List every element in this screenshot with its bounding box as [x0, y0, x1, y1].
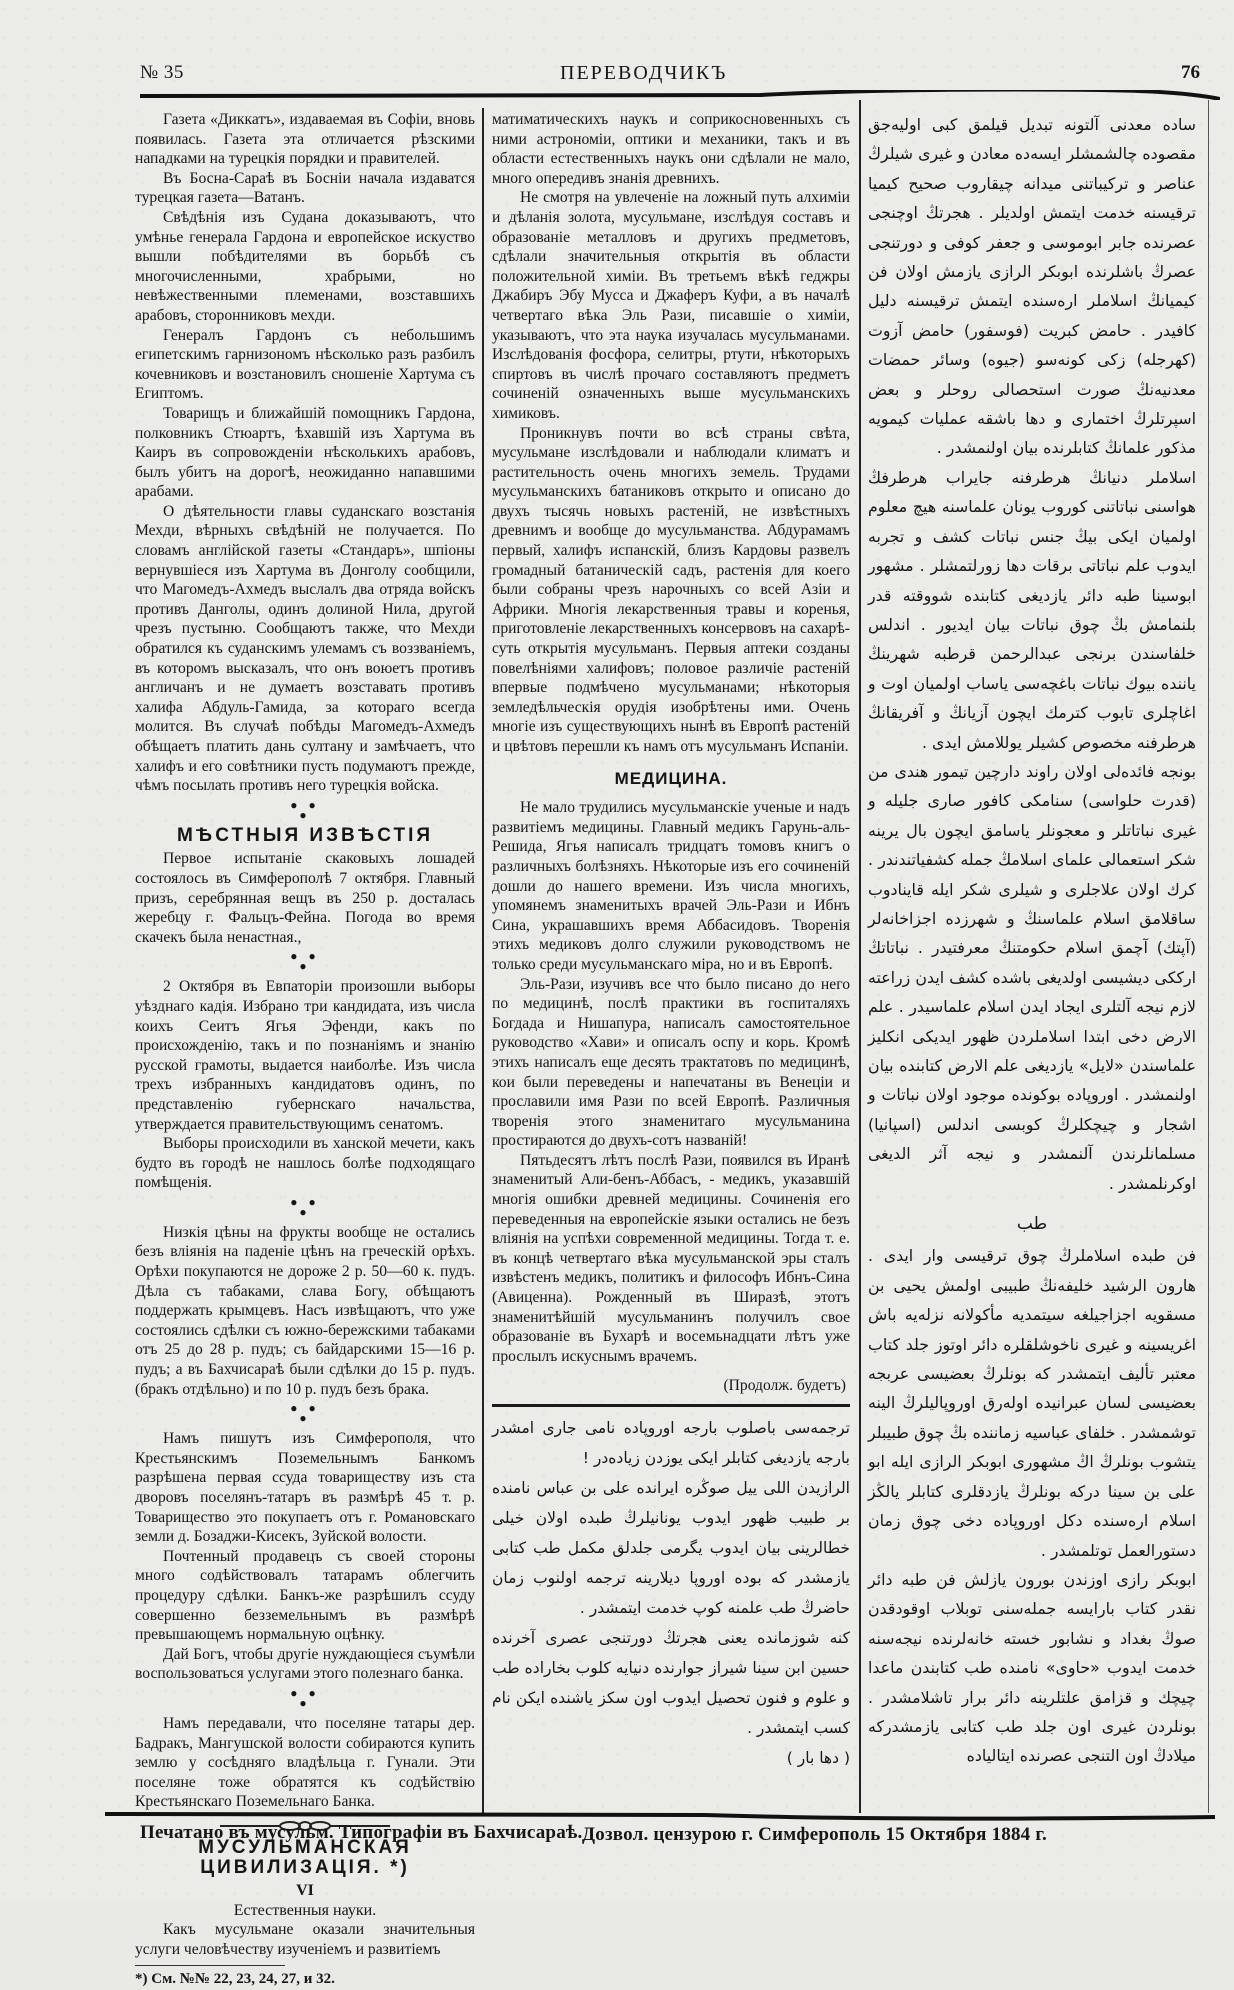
section-title-medicine: МЕДИЦИНА. [614, 768, 728, 788]
local-news-paragraph: 2 Октября въ Евпаторіи произошли выборы уѣзднаго кадія. Избрано три кандидата, изъ числа коихъ Сеитъ Ягья Эфенди, какъ по происхожденію, такъ и по познаніямъ и знанію русской грамоты, выдается наиболѣе. Изъ числа трехъ избранныхъ кандидатовъ одинъ, по представленію губернскаго начальства, утверждается правительствующимъ сенатомъ. [135, 978, 475, 1133]
local-news-paragraph: Первое испытаніе скаковыхъ лошадей состоялось въ Симферополѣ 7 октября. Главный призъ, серебрянная вещъ въ 250 р. досталась жеребцу г. Фальцъ-Фейна. Погода во время скачекъ была ненастная., [135, 850, 475, 946]
ottoman-paragraph: ساده معدنی آلتونه تبدیل قیلمق کبی اولیه‌جق مقصوده چالشمشلر ایسه‌ده معادن و غیری شیلرڭ عناصر و ترکیباتنی میدانه چیقاروب صحیح کیمیا ترقیسنه خدمت ایتمش اولدیلر . هجرتڭ اوچنجی عصرنده جابر ابوموسی و جعفر کوفی و دورتنجی عصرڭ باشلرنده ابوبکر الرازی یازمش اولان فن کیمیانڭ اسلاملر ارەسنده ایتمش ترقیسنه دلیل کافیدر . حامض کبریت (فوسفور) حامض آزوت (کهرجله) زکی کونه‌سو (جیوه) وسائر حمضات معدنیه‌نڭ صورت استحصالی روحلر و بعض اسپرتلرڭ اختماری و دها باشقه عملیات کیمویه مذکور علمانڭ کتابلرنده بیان اولنمشدر . [868, 115, 1196, 458]
masthead [140, 62, 1200, 92]
footnote-rule [135, 1965, 285, 1966]
section-title-local-news: МѢСТНЫЯ ИЗВѢСТІЯ [176, 824, 434, 846]
ottoman-paragraph: ترجمه‌سی باصلوب بارجه اوروپاده نامی جاری امشدر بارجه یازدیغی کتابلر ایکی یوزدن زیاده‌در ! [492, 1419, 850, 1467]
issue-number: № 35 [140, 62, 184, 83]
asterism-separator: ● ● ● [290, 797, 320, 822]
ottoman-continued-note: ( دها بار ) [786, 1749, 850, 1767]
local-news-paragraph: Намъ пишутъ изъ Симферополя, что Крестьянскимъ Поземельнымъ Банкомъ разрѣшена первая ссуда товариществу изъ ста дворовъ поселянъ-татаръ въ размѣрѣ 45 т. р. Товарищество это покупаетъ отъ г. Романовскаго земли д. Бозаджи-Кисекъ, Зуйской волости. [135, 1430, 475, 1546]
medicine-paragraph: Не мало трудились мусульманскіе ученые и надъ развитіемъ медицины. Главный медикъ Гарунь-аль-Решида, Ягья написалъ тридцатъ томовъ книгъ о различныхъ болѣзняхъ. Нѣкоторые изъ его сочиненій дошли до нашего времени. Изъ числа многихъ, упомянемъ знаменитыхъ врачей Эль-Рази и Ибнъ Сина, украшавшихъ время Аббасидовъ. Творенія этихъ медиковъ долго служили руководствомъ не только среди мусульманскаго міра, но и въ Европѣ. [492, 799, 850, 973]
ottoman-translation-block [492, 1413, 850, 1773]
ottoman-paragraph: ابوبکر رازی اوزندن بورون یازلش فن طبه دائر نقدر کتاب بارایسه جمله‌سنی توبلاب اوقودقدن صوڭ بغداد و نشابور خسته خانه‌لرنده نیجه‌سنه خدمت ایدوب «حاوی» نامنده طب کتابندن ماعدا چیچك و قزامق علتلرینه دائر برار تاشلامشدر . بونلردن غیری اون جلد طب کتابی یازمشدرکه میلادڭ اون التنجی عصرنده ایتالیاده [868, 1569, 1196, 1766]
ottoman-paragraph: کنه شوزمانده یعنی هجرتڭ دورتنجی عصری آخرنده حسین ابن سینا شیراز جوارنده دنیایه کلوب بخاراده طب و علوم و فنون تحصیل ایدوب اون سکز یاشنده ایکن نام کسب ایتمشدر . [492, 1629, 850, 1737]
masthead-rule [140, 90, 1220, 100]
ottoman-paragraph: الرازیدن اللی ییل صوڭره ایرانده علی بن عباس نامنده بر طبیب ظهور ایدوب یونانیلرڭ طبده اولان خیلی خطالرینی بیان ایدوب یگرمی جلدلق مکمل طب کتابی یازمشدر که بوده اوروپا دیلارینه ترجمه اولنوب زمان حاضرڭ طب علمنه کوپ خدمت ایتمشدر . [492, 1479, 850, 1617]
local-news-paragraph: Низкія цѣны на фрукты вообще не остались безъ вліянія на паденіе цѣнъ на греческій орѣхъ. Орѣхи покупаются не дороже 2 р. 50—60 к. пудъ. Дѣла съ табаками, слава Богу, обѣщаютъ поддержать крымцевъ. Насъ извѣщаютъ, что уже состоялись сдѣлки съ южно-бережскими табаками отъ 25 до 28 р. пудъ; съ байдарскими 15—16 р. пудъ; а въ Бахчисараѣ были сдѣлки до 15 р. пудъ. (бракъ отдѣльно) и по 10 р. пудъ безъ брака. [135, 1223, 475, 1398]
column-divider [482, 108, 484, 1813]
news-paragraph: Въ Босна-Сараѣ въ Босніи начала издаватся турецкая газета—Ватанъ. [135, 169, 475, 207]
section-rule [492, 1404, 850, 1407]
science-paragraph: Проникнувъ почти во всѣ страны свѣта, мусульмане изслѣдовали и наблюдали климатъ и растительность очень многихъ земель. Трудами мусульманскихъ батаниковъ открыто и описано до двухъ тысячь новыхъ растеній, не извѣстныхъ древнимъ и вообще до мусульманства. Абдурамамъ первый, халифъ испанскій, близъ Кардовы развелъ громадный батаническій садъ, растенія для коего были собраны чрезъ нарочныхъ со всей Азіи и Африки. Многія лекарственныя травы и коренья, приготовленіе лекарственныхъ консервовъ на сахарѣ-суть открытія мусульманъ. Первыя аптеки созданы повелѣніями халифовъ; половое различіе растеній впервые подмѣчено мусульманами; нѣкоторыя земледѣльческія орудія изобрѣтены ими. Очень многіе изъ существующихъ нынѣ въ Европѣ растеній и цвѣтовъ перешли къ намъ отъ мусульманъ Испаніи. [492, 424, 850, 755]
page-number: 76 [1181, 62, 1200, 83]
news-paragraph: Свѣдѣнія изъ Судана доказываютъ, что умѣнье генерала Гардона и европейское искуство вышли побѣдителями въ борьбѣ съ многочисленными, храбрыми, но невѣжественными племенами, возставшихъ арабовъ, сторонниковъ мехди. [135, 208, 475, 324]
local-news-paragraph: Намъ передавали, что поселяне татары дер. Бадракъ, Мангушской волости собираются купить землю у сосѣдняго владѣльца г. Гунали. Эти поселяне тоже обратятся къ содѣйствію Крестьянскаго Поземельнаго Банка. [135, 1714, 475, 1811]
imprint-printer: Печатано въ мусульм. Типографіи въ Бахчисараѣ. [140, 1822, 583, 1843]
section-subtitle: Естественныя науки. [233, 1901, 377, 1919]
asterism-separator: ● ● ● [290, 1194, 320, 1219]
asterism-separator: ● ● ● [290, 1401, 320, 1426]
local-news-paragraph: Дай Богъ, чтобы другіе нуждающіеся съумѣли воспользоваться услугами этого полезнаго банка. [135, 1645, 475, 1683]
column-divider [1208, 100, 1209, 1813]
section-title-medicine-ottoman: طب [1016, 1214, 1048, 1235]
civilization-paragraph: Какъ мусульмане оказали значительныя услуги человѣчеству изученіемъ и развитіемъ [135, 1921, 475, 1958]
section-title-muslim-civilization: МУСУЛЬМАНСКАЯ ЦИВИЛИЗАЦІЯ. *) [198, 1836, 412, 1878]
medicine-paragraph: Пятьдесятъ лѣтъ послѣ Рази, появился въ Иранѣ знаменитый Али-бенъ-Аббасъ, - медикъ, указавшій многія ошибки древней медицины. Сочиненія его переведенныя на европейскіе языки остались не безъ вліянія на успѣхи современной медицины. Тогда т. е. въ концѣ четвертаго вѣка мусульманской эры сталъ извѣстенъ медикъ, политикъ и философъ Ибнъ-Сина (Авиценна). Рожденный въ Ширазѣ, этотъ знаменитѣйшій мусульманинъ получилъ свое образованіе въ Бухарѣ и восемьнадцати лѣтъ уже прослылъ искуснымъ врачемъ. [492, 1151, 850, 1365]
imprint-censorship: Дозвол. цензурою г. Симферополь 15 Октября 1884 г. [582, 1824, 1047, 1845]
ottoman-paragraph: فن طبده اسلاملرڭ چوق ترقیسی وار ایدی . هارون الرشید خلیفه‌نڭ طبیبی اولمش یحیی بن مسقویه اجزاجیلغه سیتمدیه مأکولانه نزله‌یه باش اغریسینه و غیری ناخوشلقلره دائر اوتوز جلد کتاب معتبر تألیف ایتمشدر که بونلرڭ بعضیسی عربجه بعضیسی لسان عبرانیده اولەرق اوروپالیلرڭ الینه توشمشدر . خلفای عباسیه زماننده بڭ چوق طبیبلر یتشوب بونلرڭ اڭ مشهوری ابوبکر الرازی ایله ابو علی بن سینا درکه بونلرڭ یازدقلری کتابلر یالڭز اسلام ارەسنده دکل اوروپاده دخی چوق زمان دستورالعمل توتلمشدر . [868, 1246, 1196, 1560]
medicine-paragraph: Эль-Рази, изучивъ все что было писано до него по медицинѣ, послѣ практики въ госпиталяхъ Богдада и Нишапура, написалъ самостоятельное руководство «Хави» и описалъ оспу и корь. Кромѣ этихъ написалъ еще десять трактатовъ по медицинѣ, кои были переведены и напечатаны въ Венеціи и прославили имя Рази по всей Европѣ. Различныя творенія этого знаменитаго мусульманина простираются до двухъ-сотъ названій! [492, 975, 850, 1150]
news-paragraph: Газета «Диккатъ», издаваемая въ Софіи, вновь появилась. Газета эта отличается рѣзскими нападками на турецкія порядки и правителей. [135, 111, 475, 168]
left-column [135, 110, 475, 1990]
footnote: *) См. №№ 22, 23, 24, 27, и 32. [135, 1971, 335, 1988]
right-column-ottoman [868, 110, 1196, 1771]
science-paragraph: матиматическихъ наукъ и соприкосновенныхъ съ ними астрономіи, оптики и механики, такъ и въ области естественныхъ наукъ они сдѣлали не мало, много опередивъ знанія древнихъ. [492, 111, 850, 187]
news-paragraph: О дѣятельности главы суданскаго возстанія Мехди, вѣрныхъ свѣдѣній не получается. По словамъ англійской газеты «Стандаръ», шпіоны вернувшіеся изъ Хартума въ Донголу сообщили, что Магомедъ-Ахмедъ выслалъ два отряда войскъ противъ Данголы, одинъ долиной Нила, другой чрезъ пустыню. Сообщаютъ также, что Мехди обратился къ суданскимъ улемамъ съ воззваніемъ, въ которомъ высказалъ, что онъ воюетъ противъ англичанъ и не думаетъ возставать противъ халифа Абдуль-Гамида, за котораго всегда молится. Въ случаѣ побѣды Магомедъ-Ахмедъ обѣщаетъ платить дань султану и замѣчаетъ, что халифъ и его совѣтники пусть подумаютъ прежде, чѣмъ посылать противъ него турецкія войска. [135, 502, 475, 795]
news-paragraph: Товарищъ и ближайшій помощникъ Гардона, полковникъ Стюартъ, ѣхавшій изъ Хартума въ Каиръ въ сопровожденіи нѣсколькихъ арабовъ, былъ убитъ на дорогѣ, неожиданно напавшими арабами. [135, 404, 475, 501]
local-news-paragraph: Почтенный продавецъ съ своей стороны много содѣйствовалъ татарамъ облегчить процедуру сдѣлки. Банкъ-же разрѣшилъ ссуду совершенно безземельнымъ въ размѣрѣ превышающемъ нормальную оцѣнку. [135, 1547, 475, 1644]
local-news-paragraph: Выборы происходили въ ханской мечети, какъ будто въ городѣ не нашлось болѣе подходящаго помѣщенія. [135, 1135, 475, 1192]
asterism-separator: ● ● ● [290, 1685, 320, 1710]
to-be-continued-note: (Продолж. будетъ) [723, 1377, 846, 1395]
part-number: VI [296, 1882, 314, 1900]
column-divider [859, 100, 861, 1813]
newspaper-title: ПЕРЕВОДЧИКЪ [560, 62, 728, 84]
news-paragraph: Генералъ Гардонъ съ небольшимъ египетскимъ гарнизономъ нѣсколько разъ разбилъ кочевниковъ и возстановилъ сношеніе Хартума съ Египтомъ. [135, 326, 475, 403]
middle-column [492, 110, 850, 1773]
asterism-separator: ● ● ● [290, 949, 320, 974]
ottoman-paragraph: بونجه فائده‌لی اولان راوند دارچین تیمور هندی من (قدرت حلواسی) سنامکی کافور صاری جلیله و غیری نباتاتلر و معجونلر یاسامق ایچون بال یرینه شکر استعمالی علمای اسلامڭ جمله کشفیاتندندر . کرك اولان علاجلری و شیلری شکر ایله قاینادوب ساقلامق اسلام علماسنڭ و شهرزده اجزاخانه‌لر (آپتك) آچمق اسلام حکومتنڭ معرفتیدر . نباتاتڭ ارککی دیشیسی اولدیغی باشده کشف ایدن زراعته لازم نیجه آلتلری ایجاد ایدن اسلام علماسیدر . علم الارض دخی ابتدا اسلاملردن ظهور ایدیکی انکلیز علماسندن «لایل» یازدیغی علم الارض کتابنده بیان اولنمشدر . اوروپاده بوکونده موجود اولان نباتات و اشجار و چیچکلرڭ کوبسی اندلس (اسپانیا) مسلمانلرندن آلنمشدر و نیجه آثر الدیغی اوکرنلمشدر . [868, 761, 1196, 1193]
ottoman-paragraph: اسلاملر دنیانڭ هرطرفنه جایراب هرطرفڭ هواسنی نباتاتنی کوروب یونان علماسنه هیچ معلوم اولمیان ایکی بیڭ جنس نباتات کشف و تجربه ایدوب علم نباتاتی برقات دها زورلتمشلر . مشهور ابوسینا طبه دائر یازدیغی کتابنده شووقته قدر بلنمامش بڭ چوق نباتات بیان ایدیور . اندلس خلفاسندن برنجی عبدالرحمن قرطبه شهرینڭ یاننده بیوك نباتات باغچه‌سی یاساب اولمیان اوت و اغاچلری تابوب کترمك ایچون آزیانڭ و آفریقانڭ هرطرفنه مخصوص کشیلر یوللامش ایدی . [868, 467, 1196, 752]
science-paragraph: Не смотря на увлеченіе на ложный путь алхиміи и дѣланія золота, мусульмане, изслѣдуя составъ и образованіе металловъ и другихъ предметовъ, сдѣлали значительныя открытія въ области положительной химіи. Въ третьемъ вѣкѣ геджры Джабиръ Эбу Мусса и Джаферъ Куфи, а въ началѣ четвертаго вѣка Эль Рази, писавшіе о химіи, указываютъ, что эта наука изучалась мусульманами. Изслѣдованія фосфора, селитры, ртути, нѣкоторыхъ спиртовъ въ числѣ прочаго составляютъ предметъ сочиненій означенныхъ выше мусульманскихъ химиковъ. [492, 189, 850, 422]
footer-rule [105, 1810, 1215, 1822]
